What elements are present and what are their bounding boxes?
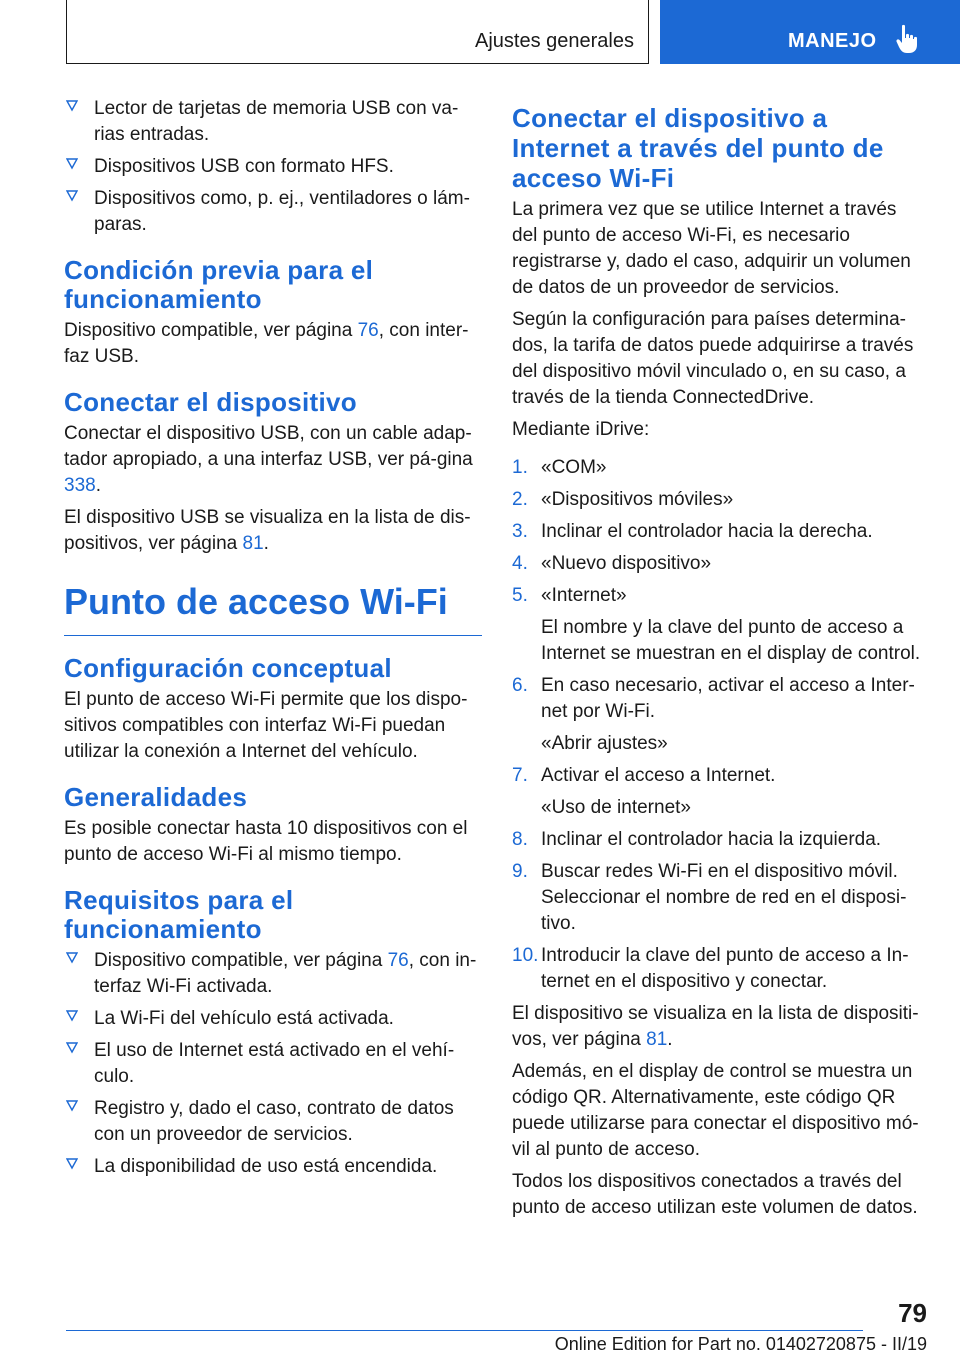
step-item: 3. Inclinar el controlador hacia la derecha.	[512, 521, 873, 542]
step-item: 7. Activar el acceso a Internet.	[512, 765, 776, 786]
step-item: 8. Inclinar el controlador hacia la izquierda.	[512, 829, 882, 850]
steps-list	[512, 455, 927, 995]
step-item: 5. «Internet»	[512, 585, 627, 606]
list-item: Lector de tarjetas de memoria USB con va-rias entradas.	[64, 96, 482, 148]
step-item: 10. Introducir la clave del punto de acceso a In-ternet en el dispositivo y conectar.	[512, 945, 909, 992]
list-item: Dispositivos como, p. ej., ventiladores o lám-paras.	[64, 186, 482, 238]
section-title: Ajustes generales	[475, 30, 634, 52]
list-item: Dispositivo compatible, ver página 76, con in-terfaz Wi-Fi activada.	[64, 948, 482, 1000]
triangle-bullet-icon	[66, 1010, 78, 1022]
list-item: La disponibilidad de uso está encendida.	[64, 1154, 482, 1180]
paragraph: Todos los dispositivos conectados a través del punto de acceso utilizan este volumen de datos.	[512, 1171, 918, 1218]
heading-conectar-dispositivo: Conectar el dispositivo	[64, 387, 357, 417]
paragraph: Dispositivo compatible, ver página 76, con inter-faz USB.	[64, 320, 469, 367]
triangle-bullet-icon	[66, 158, 78, 170]
triangle-bullet-icon	[66, 952, 78, 964]
list-item: La Wi-Fi del vehículo está activada.	[64, 1006, 482, 1032]
bullet-list-requisitos	[64, 948, 482, 1180]
heading-requisitos: Requisitos para el funcionamiento	[64, 885, 294, 944]
paragraph: Conectar el dispositivo USB, con un cable adap-tador apropiado, a una interfaz USB, ver pá-gina 338.	[64, 423, 473, 496]
left-column	[64, 96, 482, 1186]
list-item: Registro y, dado el caso, contrato de datos con un proveedor de servicios.	[64, 1096, 482, 1148]
page-link[interactable]: 81	[646, 1029, 668, 1050]
triangle-bullet-icon	[66, 190, 78, 202]
paragraph: Mediante iDrive:	[512, 419, 650, 440]
triangle-bullet-icon	[66, 100, 78, 112]
hand-pointer-icon	[896, 24, 922, 54]
step-item: 1. «COM»	[512, 457, 607, 478]
page-link[interactable]: 76	[357, 320, 379, 341]
paragraph: Según la configuración para países determina-dos, la tarifa de datos puede adquirirse a través del dispositivo móvil vinculado o, en su caso, a través de la tienda ConnectedDrive.	[512, 309, 914, 408]
page-link[interactable]: 76	[387, 950, 409, 971]
chapter-tab-label: MANEJO	[788, 30, 877, 52]
triangle-bullet-icon	[66, 1042, 78, 1054]
list-item: El uso de Internet está activado en el vehí-culo.	[64, 1038, 482, 1090]
step-note: El nombre y la clave del punto de acceso a Internet se muestran en el display de control.	[541, 617, 921, 664]
triangle-bullet-icon	[66, 1158, 78, 1170]
paragraph: El punto de acceso Wi-Fi permite que los dispo-sitivos compatibles con interfaz Wi-Fi puedan utilizar la conexión a Internet del vehículo.	[64, 689, 468, 762]
footer-edition: Online Edition for Part no. 01402720875 - II/19	[554, 1334, 927, 1354]
paragraph: Es posible conectar hasta 10 dispositivos con el punto de acceso Wi-Fi al mismo tiempo.	[64, 818, 468, 865]
heading-condicion-previa: Condición previa para el funcionamiento	[64, 255, 374, 314]
step-item: 6. En caso necesario, activar el acceso a Inter-net por Wi-Fi.	[512, 675, 915, 722]
list-item: Dispositivos USB con formato HFS.	[64, 154, 482, 180]
paragraph: El dispositivo USB se visualiza en la lista de dis-positivos, ver página 81.	[64, 507, 471, 554]
chapter-tab[interactable]	[660, 0, 960, 64]
header-section-box	[66, 0, 649, 64]
heading-generalidades: Generalidades	[64, 782, 248, 812]
page-link[interactable]: 338	[64, 475, 96, 496]
step-note: «Uso de internet»	[541, 797, 691, 818]
heading-configuracion: Configuración conceptual	[64, 653, 392, 683]
step-item: 9. Buscar redes Wi-Fi en el dispositivo móvil. Seleccionar el nombre de red en el disposi-tivo.	[512, 861, 907, 934]
footer-divider	[66, 1330, 863, 1331]
heading-conectar-internet: Conectar el dispositivo a Internet a través del punto de acceso Wi-Fi	[512, 103, 884, 193]
step-note: «Abrir ajustes»	[541, 733, 668, 754]
page-link[interactable]: 81	[242, 533, 264, 554]
step-item: 4. «Nuevo dispositivo»	[512, 553, 712, 574]
paragraph: Además, en el display de control se muestra un código QR. Alternativamente, este código QR puede utilizarse para conectar el dispositivo mó-vil al punto de acceso.	[512, 1061, 919, 1160]
bullet-list-usb	[64, 96, 482, 238]
right-column	[512, 103, 927, 1227]
paragraph: El dispositivo se visualiza en la lista de dispositi-vos, ver página 81.	[512, 1003, 919, 1050]
triangle-bullet-icon	[66, 1100, 78, 1112]
paragraph: La primera vez que se utilice Internet a través del punto de acceso Wi-Fi, es necesario registrarse y, dado el caso, adquirir un volumen de datos de un proveedor de servicios.	[512, 199, 911, 298]
heading-punto-acceso: Punto de acceso Wi-Fi	[64, 581, 482, 636]
page-number: 79	[898, 1298, 927, 1328]
step-item: 2. «Dispositivos móviles»	[512, 489, 734, 510]
